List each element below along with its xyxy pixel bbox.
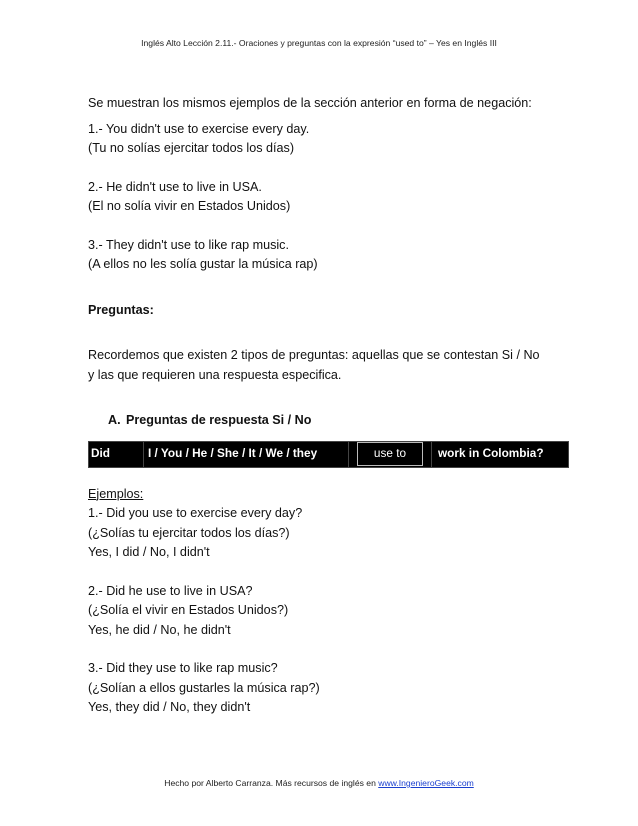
negative-1-es: (Tu no solías ejercitar todos los días) (88, 141, 295, 155)
page-footer (0, 778, 638, 788)
question-example-3 (88, 659, 568, 718)
document-body (88, 94, 568, 718)
pattern-rest: work in Colombia? (432, 441, 569, 467)
questions-intro-line-1: Recordemos que existen 2 tipos de preguntas: aquellas que se contestan Si / No (88, 348, 540, 362)
example-2-answer: Yes, he did / No, he didn't (88, 622, 231, 637)
examples-heading: Ejemplos: (88, 486, 144, 501)
example-3-en: 3.- Did they use to like rap music? (88, 661, 278, 675)
question-pattern-table (88, 441, 569, 468)
example-1-answer: Yes, I did / No, I didn't (88, 545, 210, 559)
section-a-title: Preguntas de respuesta Si / No (126, 413, 312, 427)
questions-intro (88, 346, 568, 385)
question-example-1 (88, 504, 568, 563)
intro-text: Se muestran los mismos ejemplos de la sección anterior en forma de negación: (88, 96, 532, 110)
negative-2-es: (El no solía vivir en Estados Unidos) (88, 199, 291, 213)
negative-3-en: 3.- They didn't use to like rap music. (88, 237, 289, 252)
example-3-answer: Yes, they did / No, they didn't (88, 700, 251, 714)
section-a-heading (88, 411, 568, 431)
example-1-en: 1.- Did you use to exercise every day? (88, 506, 303, 520)
footer-link[interactable]: www.IngenieroGeek.com (378, 778, 474, 788)
example-3-es: (¿Solían a ellos gustarles la música rap?) (88, 680, 320, 695)
footer-text: Hecho por Alberto Carranza. Más recursos de inglés en (164, 778, 379, 788)
pattern-subjects: I / You / He / She / It / We / they (144, 441, 349, 467)
pattern-use-to: use to (357, 442, 423, 466)
questions-intro-line-2: y las que requieren una respuesta especifica. (88, 367, 342, 382)
negative-3-es: (A ellos no les solía gustar la música rap) (88, 257, 318, 271)
example-2-es: (¿Solía el vivir en Estados Unidos?) (88, 603, 289, 617)
section-a-letter: A. (108, 413, 121, 427)
negative-example-2 (88, 178, 568, 217)
questions-heading: Preguntas: (88, 302, 154, 317)
example-1-es: (¿Solías tu ejercitar todos los días?) (88, 525, 290, 540)
negative-2-en: 2.- He didn't use to live in USA. (88, 179, 262, 194)
negative-example-3 (88, 236, 568, 275)
example-2-en: 2.- Did he use to live in USA? (88, 583, 253, 598)
page-header: Inglés Alto Lección 2.11.- Oraciones y preguntas con la expresión “used to” – Yes en Inglés III (141, 38, 497, 48)
pattern-row (89, 441, 569, 467)
negative-example-1 (88, 120, 568, 159)
question-example-2 (88, 582, 568, 641)
negative-1-en: 1.- You didn't use to exercise every day. (88, 121, 310, 136)
pattern-use-to-cell (349, 441, 432, 467)
pattern-did: Did (89, 441, 144, 467)
